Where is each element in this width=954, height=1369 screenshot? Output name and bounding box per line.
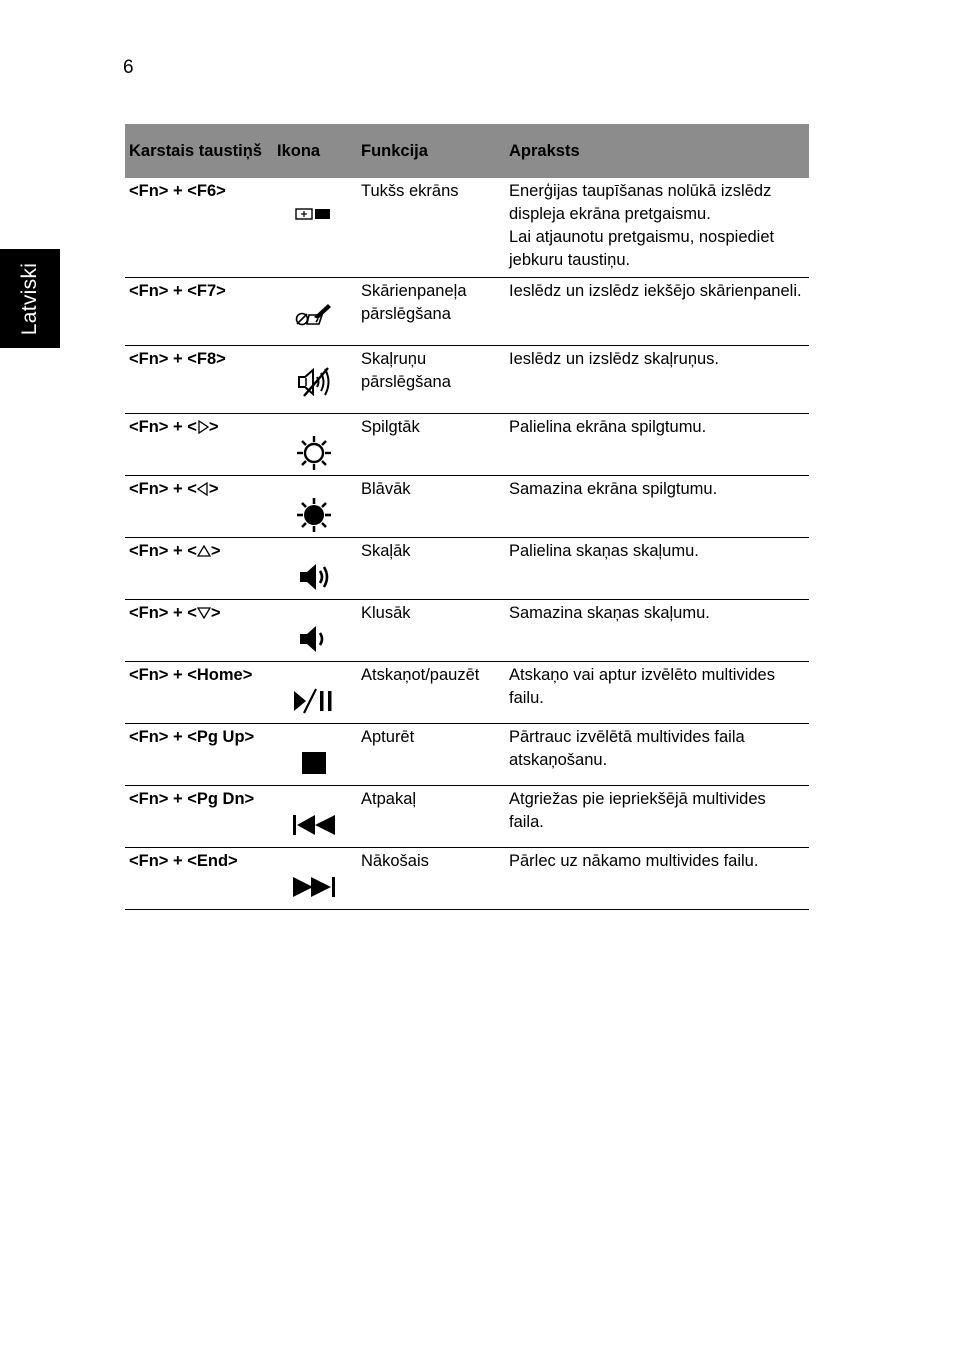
icon-cell [271, 414, 357, 476]
hotkey-suffix: > [210, 604, 221, 622]
function-cell: Tukšs ekrāns [357, 178, 505, 278]
arrow-right-icon [197, 420, 209, 434]
table-row [125, 278, 809, 346]
hotkey-prefix: <Fn> + < [129, 542, 197, 560]
hotkey-cell: <Fn> + <End> [125, 848, 271, 910]
volume-up-icon [296, 561, 332, 593]
table-row [125, 414, 809, 476]
icon-cell [271, 600, 357, 662]
description-cell: Atskaņo vai aptur izvēlēto multivides failu. [505, 662, 809, 724]
header-icon: Ikona [271, 124, 357, 178]
header-function: Funkcija [357, 124, 505, 178]
arrow-up-icon [197, 545, 211, 557]
hotkey-cell: <Fn> + <Pg Up> [125, 724, 271, 786]
header-description: Apraksts [505, 124, 809, 178]
display-off-icon [295, 207, 333, 221]
description-cell [505, 178, 809, 278]
language-side-tab [0, 249, 60, 348]
table-row [125, 662, 809, 724]
description-cell: Pārtrauc izvēlētā multivides faila atskaņošanu. [505, 724, 809, 786]
icon-cell [271, 538, 357, 600]
hotkey-cell [125, 414, 271, 476]
function-cell: Atpakaļ [357, 786, 505, 848]
speaker-toggle-icon [296, 366, 332, 398]
brightness-down-icon [295, 496, 333, 534]
function-cell: Skaļāk [357, 538, 505, 600]
icon-cell [271, 848, 357, 910]
page-number: 6 [123, 57, 134, 78]
hotkey-table [125, 124, 809, 910]
hotkey-cell: <Fn> + <F6> [125, 178, 271, 278]
table-row [125, 786, 809, 848]
table-row [125, 600, 809, 662]
function-cell: Nākošais [357, 848, 505, 910]
table-row [125, 476, 809, 538]
brightness-up-icon [295, 434, 333, 472]
hotkey-cell: <Fn> + <F7> [125, 278, 271, 346]
description-cell: Ieslēdz un izslēdz iekšējo skārienpaneli. [505, 278, 809, 346]
hotkey-cell [125, 538, 271, 600]
previous-track-icon [292, 814, 336, 836]
function-cell: Spilgtāk [357, 414, 505, 476]
play-pause-icon [292, 687, 336, 715]
touchpad-toggle-icon [294, 300, 334, 328]
hotkey-cell: <Fn> + <Pg Dn> [125, 786, 271, 848]
table-header-row [125, 124, 809, 178]
hotkey-suffix: > [208, 418, 219, 436]
description-line: Lai atjaunotu pretgaismu, nospiediet jebkuru taustiņu. [509, 228, 775, 269]
table-row [125, 724, 809, 786]
icon-cell [271, 278, 357, 346]
function-cell: Atskaņot/pauzēt [357, 662, 505, 724]
icon-cell [271, 346, 357, 414]
function-cell: Apturēt [357, 724, 505, 786]
description-cell: Ieslēdz un izslēdz skaļruņus. [505, 346, 809, 414]
stop-icon [301, 751, 327, 775]
icon-cell [271, 724, 357, 786]
hotkey-cell: <Fn> + <F8> [125, 346, 271, 414]
description-cell: Pārlec uz nākamo multivides failu. [505, 848, 809, 910]
hotkey-prefix: <Fn> + < [129, 480, 197, 498]
header-hotkey: Karstais taustiņš [125, 124, 271, 178]
table-row [125, 538, 809, 600]
next-track-icon [292, 876, 336, 898]
icon-cell [271, 786, 357, 848]
function-cell: Blāvāk [357, 476, 505, 538]
description-line: Enerģijas taupīšanas nolūkā izslēdz displeja ekrāna pretgaismu. [509, 182, 772, 223]
description-cell: Atgriežas pie iepriekšējā multivides faila. [505, 786, 809, 848]
language-label: Latviski [18, 262, 41, 335]
table-row [125, 178, 809, 278]
volume-down-icon [296, 623, 332, 655]
function-cell: Skārienpaneļa pārslēgšana [357, 278, 505, 346]
arrow-left-icon [197, 482, 209, 496]
table-row [125, 848, 809, 910]
function-cell: Klusāk [357, 600, 505, 662]
icon-cell [271, 662, 357, 724]
hotkey-cell [125, 476, 271, 538]
hotkey-prefix: <Fn> + < [129, 418, 197, 436]
icon-cell [271, 476, 357, 538]
description-cell: Palielina skaņas skaļumu. [505, 538, 809, 600]
description-cell: Palielina ekrāna spilgtumu. [505, 414, 809, 476]
hotkey-cell [125, 600, 271, 662]
hotkey-suffix: > [210, 542, 221, 560]
arrow-down-icon [197, 607, 211, 619]
table-row [125, 346, 809, 414]
description-cell: Samazina skaņas skaļumu. [505, 600, 809, 662]
icon-cell [271, 178, 357, 278]
description-cell: Samazina ekrāna spilgtumu. [505, 476, 809, 538]
hotkey-cell: <Fn> + <Home> [125, 662, 271, 724]
hotkey-suffix: > [208, 480, 219, 498]
hotkey-prefix: <Fn> + < [129, 604, 197, 622]
function-cell: Skaļruņu pārslēgšana [357, 346, 505, 414]
